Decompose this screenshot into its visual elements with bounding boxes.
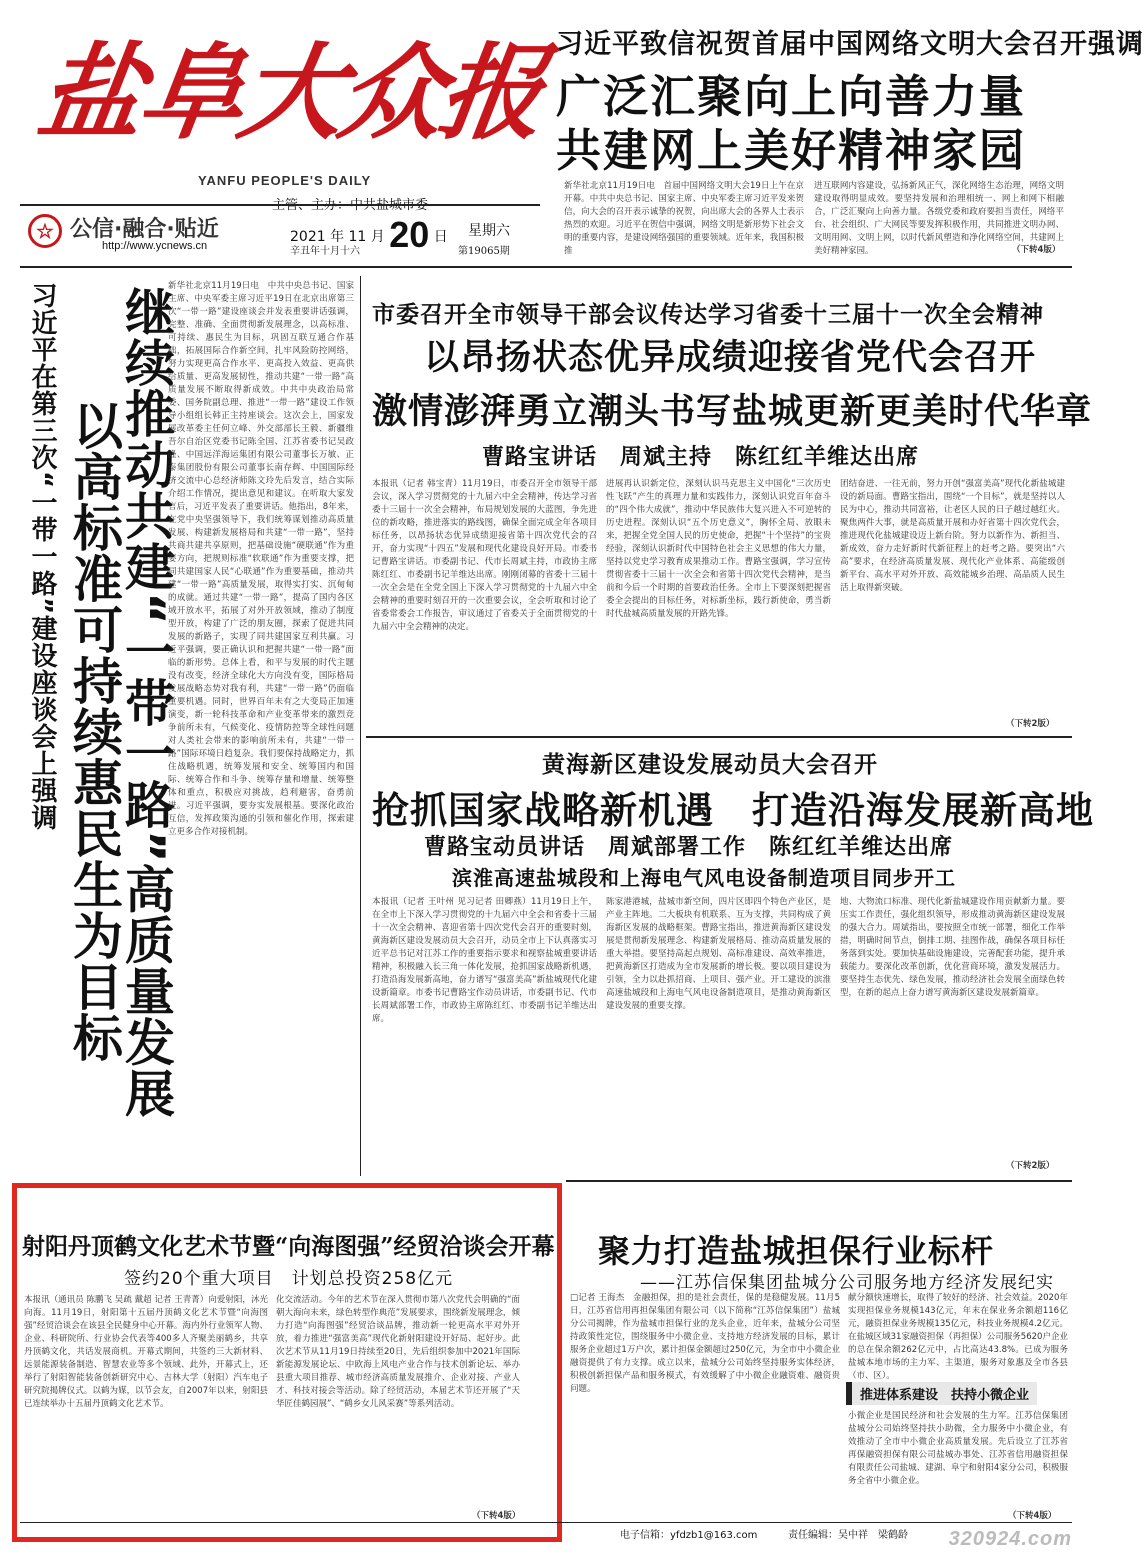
sheyang-body-1: 本报讯（通讯员 陈鹏飞 吴疏 戴超 记者 王青菁）向爱射阳，沐光向海。11月19日，射阳第十五届丹顶鹤文化艺术节暨“向海图强”经贸洽谈会在该县全民健身中心开幕。海内外行业领军人物、企业、科研院所、行业协会代表等400多人齐聚美丽鹤乡，共享丹顶鹤文化，共话发展商机。开幕式期间，共签约三大新材料、远景能源装备制造、智慧农业等多个领域、此外，开幕式上，还举行了射阳智能装备创新研究中心、吉林大学（射阳）汽车电子研究院揭牌仪式。以鹤为媒，以节会友，自2007年以来，射阳县已连续举办十五届丹顶鹤文化艺术节。 (24, 1295, 268, 1409)
yellowsea-continued: （下转2版） (1006, 1161, 1055, 1171)
sheyang-continued: （下转4版） (472, 1511, 521, 1521)
lead-continued: （下转4版） (1012, 245, 1061, 255)
yellowsea-kicker: 黄海新区建设发展动员大会召开 (542, 752, 878, 778)
guarantee-body-1: □记者 王海杰 金融担保，担的是社会责任，保的是稳健发展。11月5日，江苏省信用再担保集团有限公司（以下简称“江苏信保集团”）盐城分公司揭牌，作为盐城市担保行业的龙头企业，近年来，盐城分公司坚持政策性定位，围绕服务中小微企业、支持地方经济发展的目标，累计服务企业超过1万户次，累计担保金额超过250亿元，为全市中小微企业融资提供了有力支撑。成立以来，盐城分公司始终坚持服务实体经济，积极创新担保产品和服务模式，有效缓解了中小微企业融资难、融资贵问题。 (570, 1293, 840, 1394)
yellowsea-headline: 抢抓国家战略新机遇 打造沿海发展新高地 (372, 789, 1094, 832)
date-year-month: 2021 年 11 月 (290, 229, 385, 245)
lead-body-1: 新华社北京11月19日电 首届中国网络文明大会19日上午在京开幕。中共中央总书记、国家主席、中央军委主席习近平发来贺信，向大会的召开表示诚挚的祝贺，向出席大会的各界人士表示热烈的欢迎。习近平在贺信中强调，网络文明是新形势下社会文明的重要内容，是建设网络强国的重要领域。近年来，我国积极推 (564, 181, 804, 256)
lead-headline-1: 广泛汇聚向上向善力量 (556, 70, 1027, 123)
footer-editor: 责任编辑：吴中祥 梁鹤龄 (788, 1530, 908, 1541)
date-block (290, 210, 530, 260)
city-continued: （下转2版） (1006, 719, 1055, 729)
yellowsea-body-1: 本报讯（记者 王叶州 见习记者 田卿燕）11月19日上午，在全市上下深入学习贯彻党的十九届六中全会和省委十三届十一次全会精神、喜迎省第十四次党代会召开的重要时刻，黄海新区建设发展动员大会召开，动员全市上下认真落实习近平总书记对江苏工作的重要指示要求和视察盐城重要讲话精神，积极融入长三角一体化发展，抢抓国家战略新机遇，打造沿海发展新高地，奋力谱写“强富美高”新盐城现代化建设新篇章。市委书记曹路宝作动员讲话，市委副书记、代市长周斌部署工作，市政协主席陈红红、市委副书记羊维达出席。 (372, 897, 597, 1024)
footer-email[interactable]: 电子信箱：yfdzb1@163.com (620, 1530, 758, 1541)
city-body-2: 进展再认识新定位，深刻认识马克思主义中国化“三次历史性飞跃”产生的真理力量和实践伟力，深刻认识党百年奋斗的“四个伟大成就”，推动中华民族伟大复兴进入不可逆转的历史进程。深刻认识“五个历史意义”，胸怀全局、放眼未来，把握全党全国人民的历史使命，把握“十个坚持”的宝贵经验，深刻认识新时代中国特色社会主义思想的伟大力量，坚持以党史学习教育成果推动工作。曹路宝强调，学习宣传贯彻省委十三届十一次全会和省第十四次党代会精神，是当前和今后一个时期的首要政治任务。全市上下要深刻把握省委全会提出的目标任务，对标新坐标，践行新使命，勇当新时代盐城高质量发展的开路先锋。 (606, 479, 831, 619)
top-divider (20, 266, 1072, 268)
yellowsea-subhead-2: 滨淮高速盐城段和上海电气风电设备制造项目同步开工 (452, 866, 956, 890)
sheyang-body-2: 化交流活动。今年的艺术节在深入贯彻市第八次党代会明确的“面朝大海向未来，绿色转型作典范”发展要求，围绕新发展理念，倾力打造“向海图强”经贸洽谈品牌，推动新一轮更高水平对外开放，着力推进“强富美高”现代化新射阳建设开好局、起好步。此次艺术节从11月19日持续至20日，先后组织参加中2021年国际新能源发展论坛、中欧海上风电产业合作与技术创新论坛、举办县重大项目推荐、城市经济高质量发展推介、企业对接、产业人才、科技对接会等活动。除了经贸活动，本届艺术节还开展了“天华匠佳鹤园展”、“鹤乡女儿风采赛”等系列活动。 (276, 1295, 520, 1409)
city-body-3: 团结奋进、一往无前，努力开创“强富美高”现代化新盐城建设的新局面。曹路宝指出，围绕“一个目标”，就是坚持以人民为中心，推动共同富裕，让老区人民的日子越过越红火。聚焦两件大事，就是高质量开展和办好省第十四次党代会，推进现代化盐城建设迈上新台阶。努力以新作为、新担当、新成效，奋力走好新时代新征程上的赶考之路。要突出“六高”要求，在经济高质量发展、现代化产业体系、高能级创新平台、高水平对外开放、高效能城乡治理、高品质人民生活上取得新突破。 (840, 479, 1065, 593)
yellowsea-body-3: 地、大物流口标准、现代化新盐城建设作用贡献新力量。要压实工作责任，强化组织领导，形成推动黄海新区建设发展的强大合力。周斌指出，要按照全市统一部署，细化工作举措，明确时间节点，倒排工期、挂图作战，确保各项目标任务落到实处。要加快基础设施建设，完善配套功能，提升承载能力。要深化改革创新，优化营商环境，激发发展活力。要坚持生态优先、绿色发展，推动经济社会发展全面绿色转型，在新的起点上奋力谱写黄海新区建设发展新篇章。 (840, 897, 1065, 998)
city-body-1: 本报讯（记者 韩宝青）11月19日，市委召开全市领导干部会议，深入学习贯彻党的十九届六中全会精神，传达学习省委十三届十一次全会精神，布局规划发展的大蓝图，争先进位的新攻略，推进落实的路线图，确保全面完成全年各项目标任务，以昂扬状态优异成绩迎接省第十四次党代会的召开，奋力实现“十四五”发展和现代化建设良好开局。市委书记曹路宝讲话。市委副书记、代市长周斌主持，市政协主席陈红红、市委副书记羊维达出席。刚刚闭幕的省委十三届十一次全会是在全党全国上下深入学习贯彻党的十九届六中全会精神的重要时刻召开的一次重要会议，全会听取和讨论了省委常委会工作报告，审议通过了省委关于全面贯彻党的十九届六中全会精神的决定。 (372, 479, 597, 632)
guarantee-headline: 聚力打造盐城担保行业标杆 (598, 1232, 995, 1270)
lead-kicker: 习近平致信祝贺首届中国网络文明大会召开强调 (556, 29, 1144, 60)
weekday: 星期六 (468, 223, 510, 239)
motto-text: 公信·融合·贴近 (70, 217, 219, 242)
masthead (31, 18, 549, 188)
footer-divider (20, 1522, 1072, 1523)
masthead-divider (20, 204, 540, 206)
belt-body: 新华社北京11月19日电 中共中央总书记、国家主席、中央军委主席习近平19日在北京出席第三次“一带一路”建设座谈会并发表重要讲话强调，完整、准确、全面贯彻新发展理念，以高标准、可持续、惠民生为目标，巩固互联互通合作基础，拓展国际合作新空间，扎牢风险防控网络，努力实现更高合作水平、更高投入效益、更高供给质量、更高发展韧性，推动共建“一带一路”高质量发展不断取得新成效。中共中央政治局常委、国务院副总理、推进“一带一路”建设工作领导小组组长韩正主持座谈会。这次会上，国家发展改革委主任何立峰、外交部部长王毅、新疆维吾尔自治区党委书记陈全国、江苏省委书记吴政隆、中国远洋海运集团有限公司董事长万敏、正泰集团股份有限公司董事长南存辉、中国国际经济交流中心总经济师陈文玲先后发言，结合实际介绍工作情况，提出意见和建议。在听取大家发言后，习近平发表了重要讲话。他指出，8年来，在党中央坚强领导下，我们统筹谋划推动高质量发展、构建新发展格局和共建“一带一路”，坚持共商共建共享原则，把基础设施“硬联通”作为重要方向，把规则标准“软联通”作为重要支撑，把同共建国家人民“心联通”作为重要基础，推动共建“一带一路”高质量发展，取得实打实、沉甸甸的成就。通过共建“一带一路”，提高了国内各区域开放水平，拓展了对外开放领域，推动了制度型开放，构建了广泛的朋友圈，探索了促进共同发展的新路子，实现了同共建国家互利共赢。习近平强调，要正确认识和把握共建“一带一路”面临的新形势。总体上看，和平与发展的时代主题没有改变，经济全球化大方向没有变，国际格局发展战略态势对我有利，共建“一带一路”仍面临重要机遇。同时，世界百年未有之大变局正加速演变，新一轮科技革命和产业变革带来的激烈竞争前所未有，气候变化、疫情防控等全球性问题对人类社会带来的影响前所未有，共建“一带一路”国际环境日趋复杂。我们要保持战略定力，抓住战略机遇，统筹发展和安全、统筹国内和国际、统筹合作和斗争、统筹存量和增量、统筹整体和重点，积极应对挑战，趋利避害，奋勇前进。习近平强调，要夯实发展根基。要深化政治互信，发挥政策沟通的引领和催化作用，探索建立更多合作对接机制。 (168, 281, 354, 837)
lead-headline-2: 共建网上美好精神家园 (556, 124, 1027, 177)
bottom-divider (566, 1180, 1072, 1182)
guarantee-section-tag: 推进体系建设 扶持小微企业 (846, 1382, 1037, 1405)
lunar-date: 辛丑年十月十六 (290, 246, 360, 257)
city-kicker: 市委召开全市领导干部会议传达学习省委十三届十一次全会精神 (372, 302, 1044, 328)
guarantee-continued: （下转4版） (1008, 1511, 1057, 1521)
city-headline-2: 激情澎湃勇立潮头书写盐城更新更美时代华章 (372, 392, 1093, 432)
website-link[interactable]: http://www.ycnews.cn (102, 240, 208, 252)
date-day-suffix: 日 (433, 229, 448, 245)
belt-vertical-kicker: 习近平在第三次“一带一路”建设座谈会上强调 (27, 282, 57, 832)
party-emblem-icon: ☆ (28, 214, 62, 248)
belt-headline-1: 继续推动共建“一带一路”高质量发展 (117, 286, 175, 1119)
belt-headline-2: 以高标准可持续惠民生为目标 (65, 400, 123, 1063)
belt-column-divider (360, 276, 361, 1176)
city-headline-1: 以昂扬状态优异成绩迎接省党代会召开 (424, 338, 1037, 378)
guarantee-body-2: 献分额快速增长，取得了较好的经济、社会效益。2020年实现担保业务规模143亿元，年末在保业务余额超116亿元，融资担保业务规模135亿元，科技业务规模4.2亿元。在盐城区域31家融资担保（再担保）公司服务5620户企业的总在保余额262亿元中，占比高达43.8%。已成为服务盐城本地市场的主力军、主渠道，服务对象惠及全市各县（市、区）。 (848, 1293, 1068, 1381)
site-watermark: 320924.com (948, 1528, 1072, 1550)
city-subhead: 曹路宝讲话 周斌主持 陈红红羊维达出席 (482, 445, 920, 470)
date-day: 20 (389, 214, 430, 255)
motto (28, 210, 288, 250)
mid-divider (366, 736, 1072, 738)
yellowsea-body-2: 陈家港港城，盐城市新空间，四片区即四个特色产业区，是产业主阵地。二大板块有机联系、互为支撑，共同构成了黄海新区发展的战略框架。曹路宝指出，推进黄海新区建设发展是贯彻新发展理念、构建新发展格局、推动高质量发展的重大举措。要坚持高起点规划、高标准建设、高效率推进，把黄海新区打造成为全市发展新的增长极。要以项目建设为引领，全力以赴抓招商、上项目、强产业。开工建设的滨淮高速盐城段和上海电气风电设备制造项目，是推动黄海新区建设发展的重要支撑。 (606, 897, 831, 1011)
yellowsea-subhead-1: 曹路宝动员讲话 周斌部署工作 陈红红羊维达出席 (424, 835, 954, 860)
lead-body-2: 进互联网内容建设，弘扬新风正气，深化网络生态治理，网络文明建设取得明显成效。要坚持发展和治理相统一、网上和网下相融合，广泛汇聚向上向善力量。各级党委和政府要担当责任，网络平台、社会组织、广大网民等要发挥积极作用，共同推进文明办网、文明用网、文明上网，以时代新风塑造和净化网络空间，共建网上美好精神家园。 (814, 181, 1064, 256)
issue-number: 第19065期 (458, 246, 510, 257)
sheyang-subhead: 签约20个重大项目 计划总投资258亿元 (124, 1269, 454, 1289)
masthead-english: YANFU PEOPLE'S DAILY (198, 173, 372, 188)
guarantee-body-3: 小微企业是国民经济和社会发展的生力军。江苏信保集团盐城分公司始终坚持扶小助微，全力服务中小微企业，有效推动了全市中小微企业高质量发展。先后设立了江苏省再保融资担保有限公司盐城办事处、江苏省信用融资担保有限责任公司盐城、建湖、阜宁和射阳4家分公司，积极服务全省中小微企业。 (848, 1411, 1068, 1486)
sheyang-headline: 射阳丹顶鹤文化艺术节暨“向海图强”经贸洽谈会开幕 (22, 1233, 555, 1260)
guarantee-subhead: ——江苏信保集团盐城分公司服务地方经济发展纪实 (640, 1273, 1054, 1293)
masthead-title: 盐阜大众报 (31, 31, 549, 154)
